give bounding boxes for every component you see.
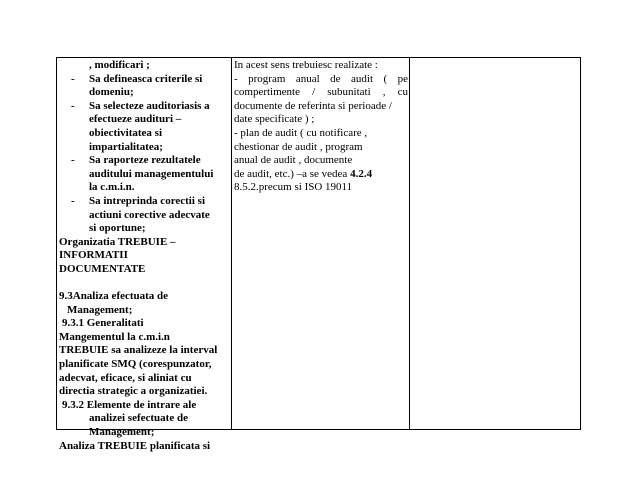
text-line: date specificate ) ;	[234, 113, 315, 126]
reference-4-2-4: 4.2.4	[350, 167, 373, 180]
text-line: compertimente / subunitati , cu	[234, 86, 408, 99]
text-line: directia strategic a organizatiei.	[59, 385, 208, 398]
text-line: planificate SMQ (corespunzator,	[59, 358, 212, 371]
text-line: adecvat, eficace, si aliniat cu	[59, 371, 192, 384]
org-heading-line: DOCUMENTATE	[59, 262, 146, 275]
bullet-dash: -	[71, 154, 75, 167]
text-line: Analiza TREBUIE planificata si	[59, 439, 211, 452]
text-line: domeniu;	[89, 86, 134, 99]
text-line: obiectivitatea si	[89, 126, 163, 139]
section-heading-9-3-2: 9.3.2 Elemente de intrare ale	[62, 398, 197, 411]
text-line: Sa selecteze auditoriasis a	[89, 99, 210, 112]
text-line: 8.5.2.precum si ISO 19011	[234, 181, 353, 194]
text-line: , modificari ;	[89, 59, 150, 71]
text-line: Sa defineasca criterile si	[89, 72, 203, 85]
bullet-dash: -	[71, 194, 75, 207]
section-heading-9-3: 9.3Analiza efectuata de	[59, 290, 169, 303]
column-left-requirements	[59, 59, 232, 453]
column-right-empty	[410, 58, 580, 429]
bullet-dash: -	[71, 72, 75, 85]
text-line: chestionar de audit , program	[234, 140, 363, 153]
org-heading-line: INFORMATII	[59, 249, 128, 262]
document-table	[56, 57, 581, 452]
text-line: - plan de audit ( cu notificare ,	[234, 126, 368, 139]
text-line	[234, 168, 408, 182]
text-line: anual de audit , documente	[234, 154, 353, 167]
text-line: si oportune;	[89, 222, 146, 235]
bullet-dash: -	[71, 99, 75, 112]
text-line: Sa intreprinda corectii si	[89, 194, 206, 207]
text-line: In acest sens trebuiesc realizate :	[234, 59, 378, 71]
text-segment: de audit, etc.) –a se vedea	[234, 167, 351, 180]
text-line: TREBUIE sa analizeze la interval	[59, 344, 218, 357]
text-line: documente de referinta si perioade /	[234, 99, 392, 112]
org-heading-line: Organizatia TREBUIE –	[59, 235, 176, 248]
text-line: analizei sefectuate de	[89, 412, 188, 425]
text-line: Sa raporteze rezultatele	[89, 154, 201, 167]
section-heading-9-3-1: 9.3.1 Generalitati	[62, 317, 144, 330]
text-line: auditului managementului	[89, 167, 214, 180]
text-line: actiuni corective adecvate	[89, 208, 210, 221]
text-line: Management;	[89, 426, 155, 439]
text-line: impartialitatea;	[89, 140, 163, 153]
text-line: efectueze audituri –	[89, 113, 182, 126]
text-line: Mangementul la c.m.i.n	[59, 330, 170, 343]
section-heading-9-3-cont: Management;	[67, 303, 133, 316]
text-line: - program anual de audit ( pe	[234, 72, 408, 85]
text-line: la c.m.i.n.	[89, 181, 135, 194]
column-middle-notes	[234, 59, 408, 195]
